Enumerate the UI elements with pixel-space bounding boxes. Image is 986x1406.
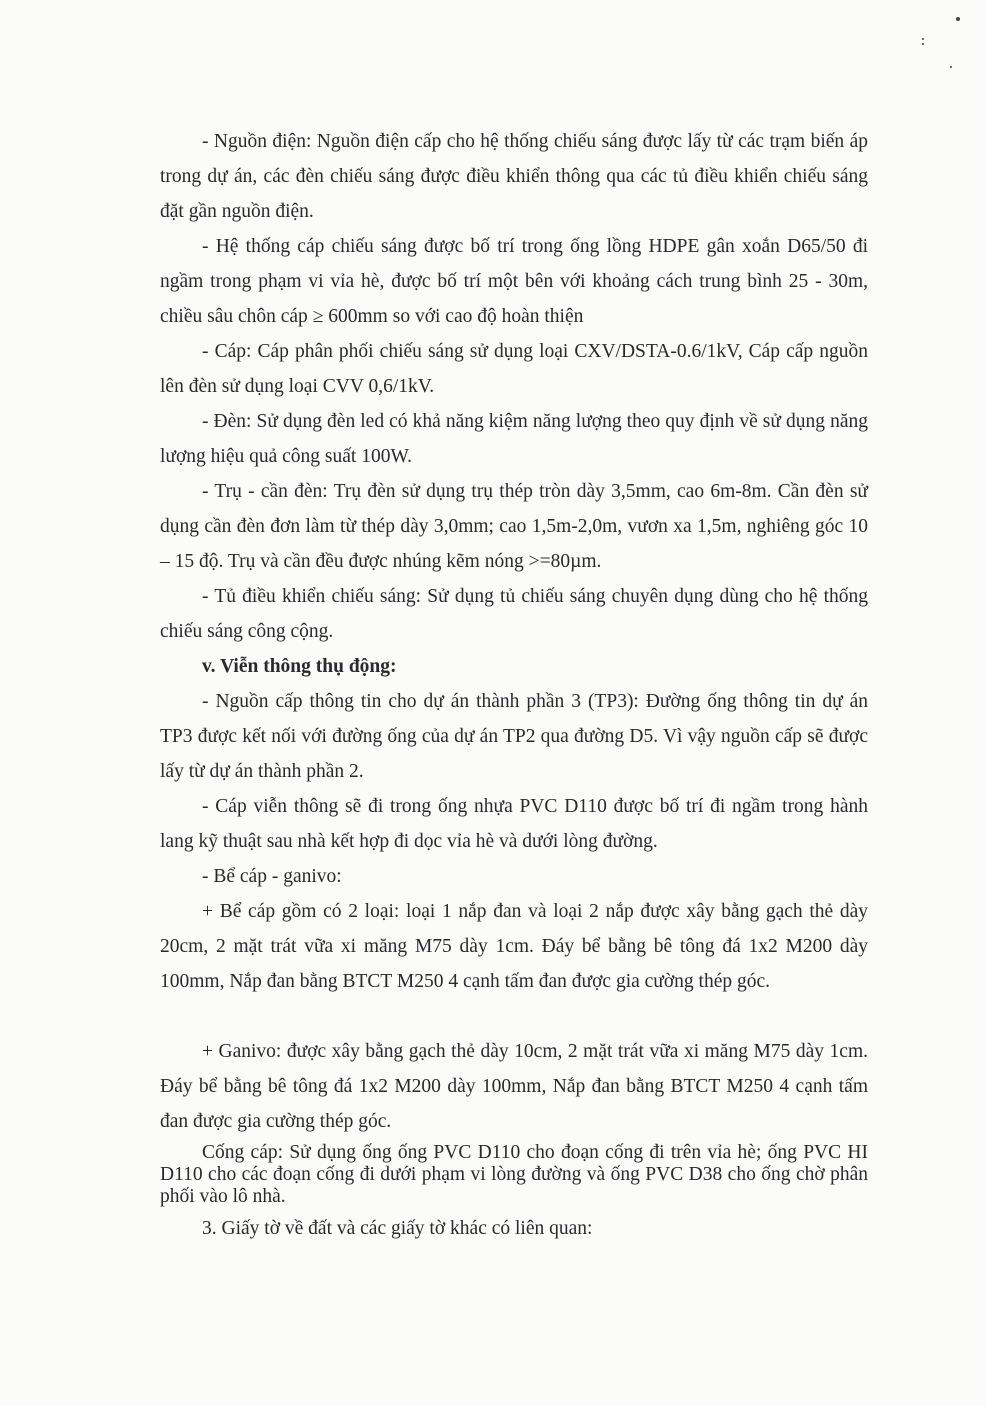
- paragraph-cable-pit: + Bể cáp gồm có 2 loại: loại 1 nắp đan và loại 2 nắp được xây bằng gạch thẻ dày 20cm, 2 mặt trát vữa xi măng M75 dày 1cm. Đáy bể bằng bê tông đá 1x2 M200 dày 100mm, Nắp đan bằng BTCT M250 4 cạnh tấm đan được gia cường thép góc.: [160, 901, 868, 992]
- paragraph-telecom-cable: - Cáp viễn thông sẽ đi trong ống nhựa PVC D110 được bố trí đi ngầm trong hành lang kỹ thuật sau nhà kết hợp đi dọc vỉa hè và dưới lòng đường.: [160, 796, 868, 852]
- paragraph-lighting-cable-system: - Hệ thống cáp chiếu sáng được bố trí trong ống lồng HDPE gân xoắn D65/50 đi ngầm trong phạm vi vỉa hè, được bố trí một bên với khoảng cách trung bình 25 - 30m, chiều sâu chôn cáp ≥ 600mm so với cao độ hoàn thiện: [160, 236, 868, 327]
- paragraph-power-source: - Nguồn điện: Nguồn điện cấp cho hệ thống chiếu sáng được lấy từ các trạm biến áp trong dự án, các đèn chiếu sáng được điều khiển thông qua các tủ điều khiển chiếu sáng đặt gần nguồn điện.: [160, 131, 868, 222]
- paragraph-cable: - Cáp: Cáp phân phối chiếu sáng sử dụng loại CXV/DSTA-0.6/1kV, Cáp cấp nguồn lên đèn sử dụng loại CVV 0,6/1kV.: [160, 341, 868, 397]
- scan-speck: [956, 17, 960, 21]
- section-heading-land-documents: 3. Giấy tờ về đất và các giấy tờ khác có liên quan:: [202, 1218, 593, 1239]
- paragraph-ganivo: + Ganivo: được xây bằng gạch thẻ dày 10cm, 2 mặt trát vữa xi măng M75 dày 1cm. Đáy bể bằng bê tông đá 1x2 M200 dày 100mm, Nắp đan bằng BTCT M250 4 cạnh tấm đan được gia cường thép góc.: [160, 1041, 868, 1132]
- paragraph-lamp: - Đèn: Sử dụng đèn led có khả năng kiệm năng lượng theo quy định về sử dụng năng lượng hiệu quả công suất 100W.: [160, 411, 868, 467]
- paragraph-cable-conduit: Cống cáp: Sử dụng ống ống PVC D110 cho đoạn cống đi trên vỉa hè; ống PVC HI D110 cho các đoạn cống đi dưới phạm vi lòng đường và ống PVC D38 cho ống chờ phân phối vào lô nhà.: [160, 1142, 868, 1207]
- section-heading-passive-telecom: v. Viễn thông thụ động:: [202, 656, 397, 677]
- paragraph-lamp-pole: - Trụ - cần đèn: Trụ đèn sử dụng trụ thép tròn dày 3,5mm, cao 6m-8m. Cần đèn sử dụng cần đèn đơn làm từ thép dày 3,0mm; cao 1,5m-2,0m, vươn xa 1,5m, nghiêng góc 10 – 15 độ. Trụ và cần đều được nhúng kẽm nóng >=80µm.: [160, 481, 868, 572]
- scan-speck: [922, 38, 924, 40]
- scan-speck: [922, 43, 924, 45]
- paragraph-cable-pit-heading: - Bể cáp - ganivo:: [202, 866, 342, 887]
- scan-speck: [950, 66, 952, 68]
- paragraph-control-cabinet: - Tủ điều khiển chiếu sáng: Sử dụng tủ chiếu sáng chuyên dụng dùng cho hệ thống chiếu sáng công cộng.: [160, 586, 868, 642]
- paragraph-telecom-source: - Nguồn cấp thông tin cho dự án thành phần 3 (TP3): Đường ống thông tin dự án TP3 được kết nối với đường ống của dự án TP2 qua đường D5. Vì vậy nguồn cấp sẽ được lấy từ dự án thành phần 2.: [160, 691, 868, 782]
